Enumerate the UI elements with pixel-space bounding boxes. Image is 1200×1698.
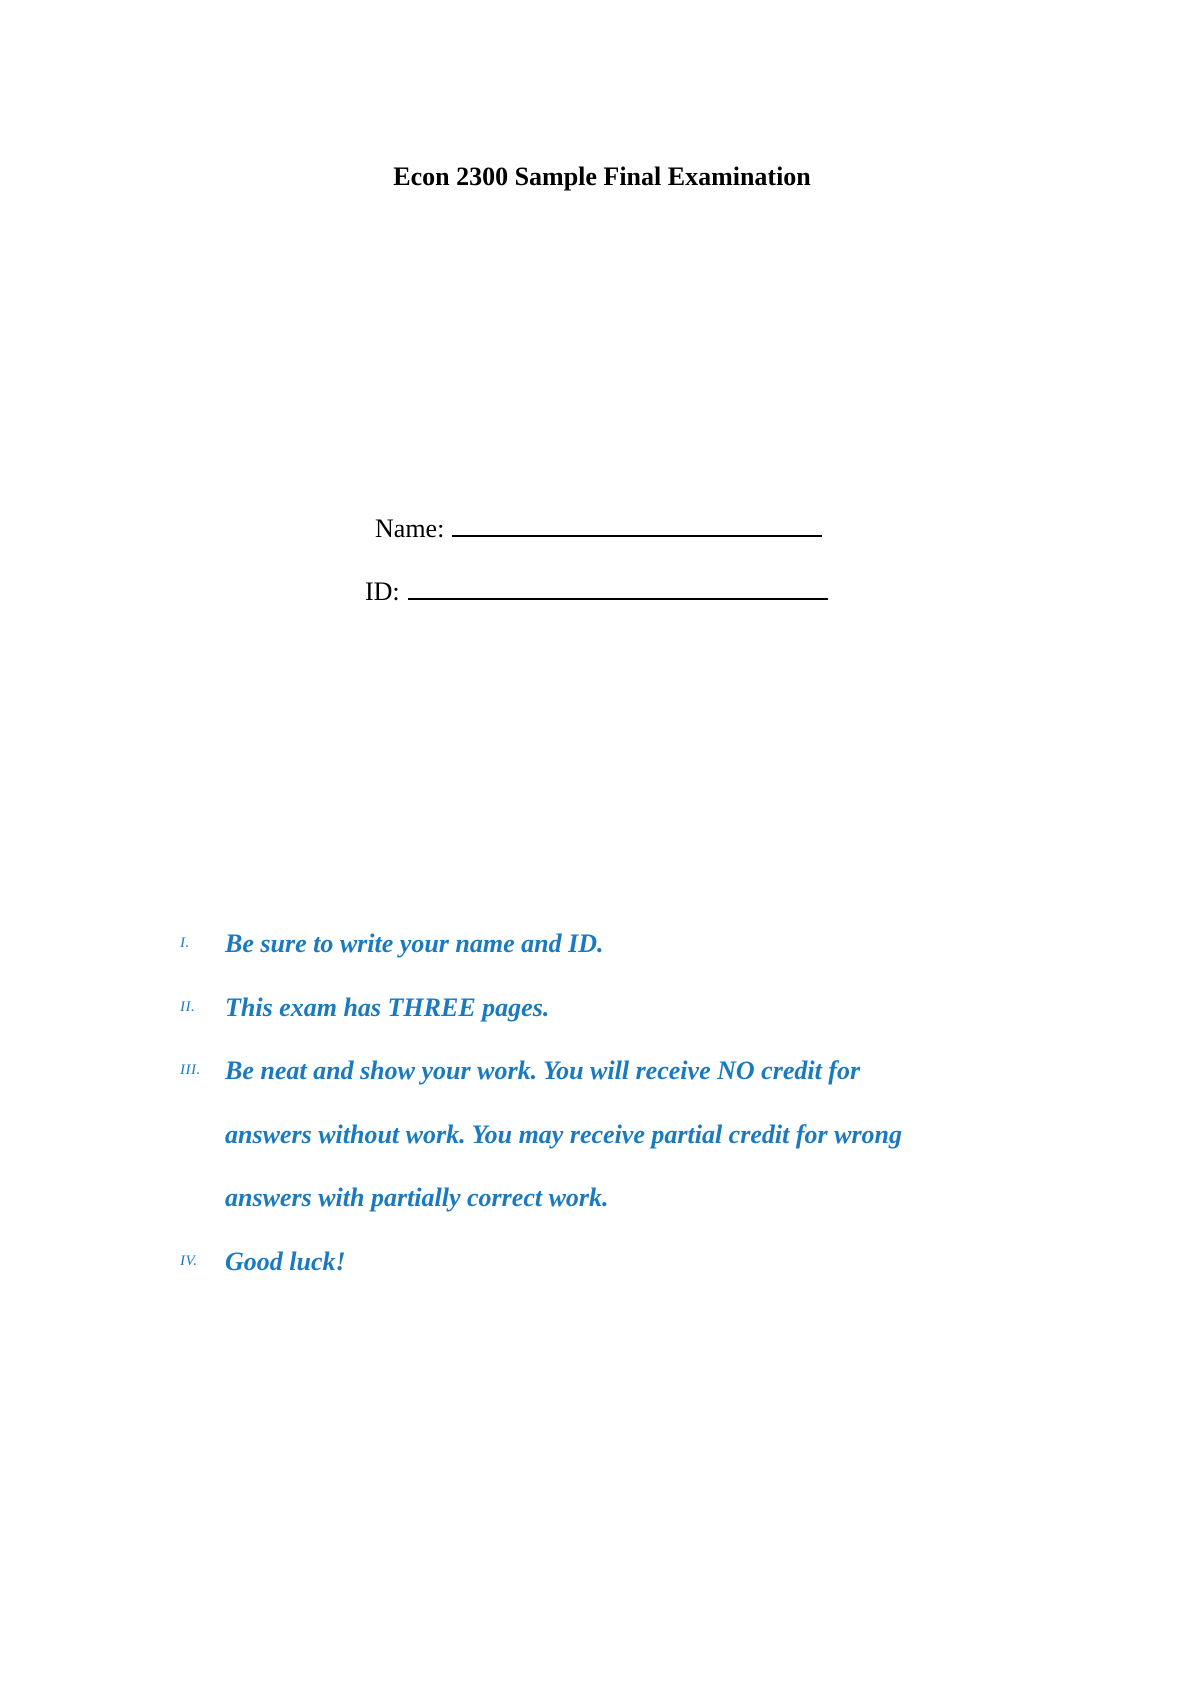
instructions-list [180, 912, 1000, 1293]
instruction-marker: III. [180, 1062, 201, 1078]
name-blank-line [452, 513, 822, 537]
instruction-item-4 [180, 1230, 1000, 1294]
instruction-text: This exam has THREE pages. [225, 992, 550, 1022]
instruction-marker: IV. [180, 1252, 198, 1269]
id-field [365, 575, 828, 609]
instruction-text: Be neat and show your work. You will receive NO credit for [225, 1056, 861, 1085]
id-blank-line [408, 576, 828, 600]
instruction-item-2 [180, 976, 1000, 1040]
instruction-text: answers without work. You may receive partial credit for wrong [225, 1119, 903, 1149]
page-title: Econ 2300 Sample Final Examination [393, 162, 811, 191]
instruction-marker: II. [180, 998, 196, 1015]
instruction-text: Be sure to write your name and ID. [225, 929, 604, 958]
name-label: Name: [375, 514, 445, 543]
instruction-marker: I. [180, 935, 190, 951]
instruction-text: Good luck! [225, 1246, 346, 1276]
instruction-item-1 [180, 912, 1000, 976]
id-label: ID: [365, 577, 400, 606]
name-field [375, 512, 822, 546]
instruction-item-3 [180, 1039, 1000, 1230]
instruction-text: answers with partially correct work. [225, 1183, 609, 1212]
